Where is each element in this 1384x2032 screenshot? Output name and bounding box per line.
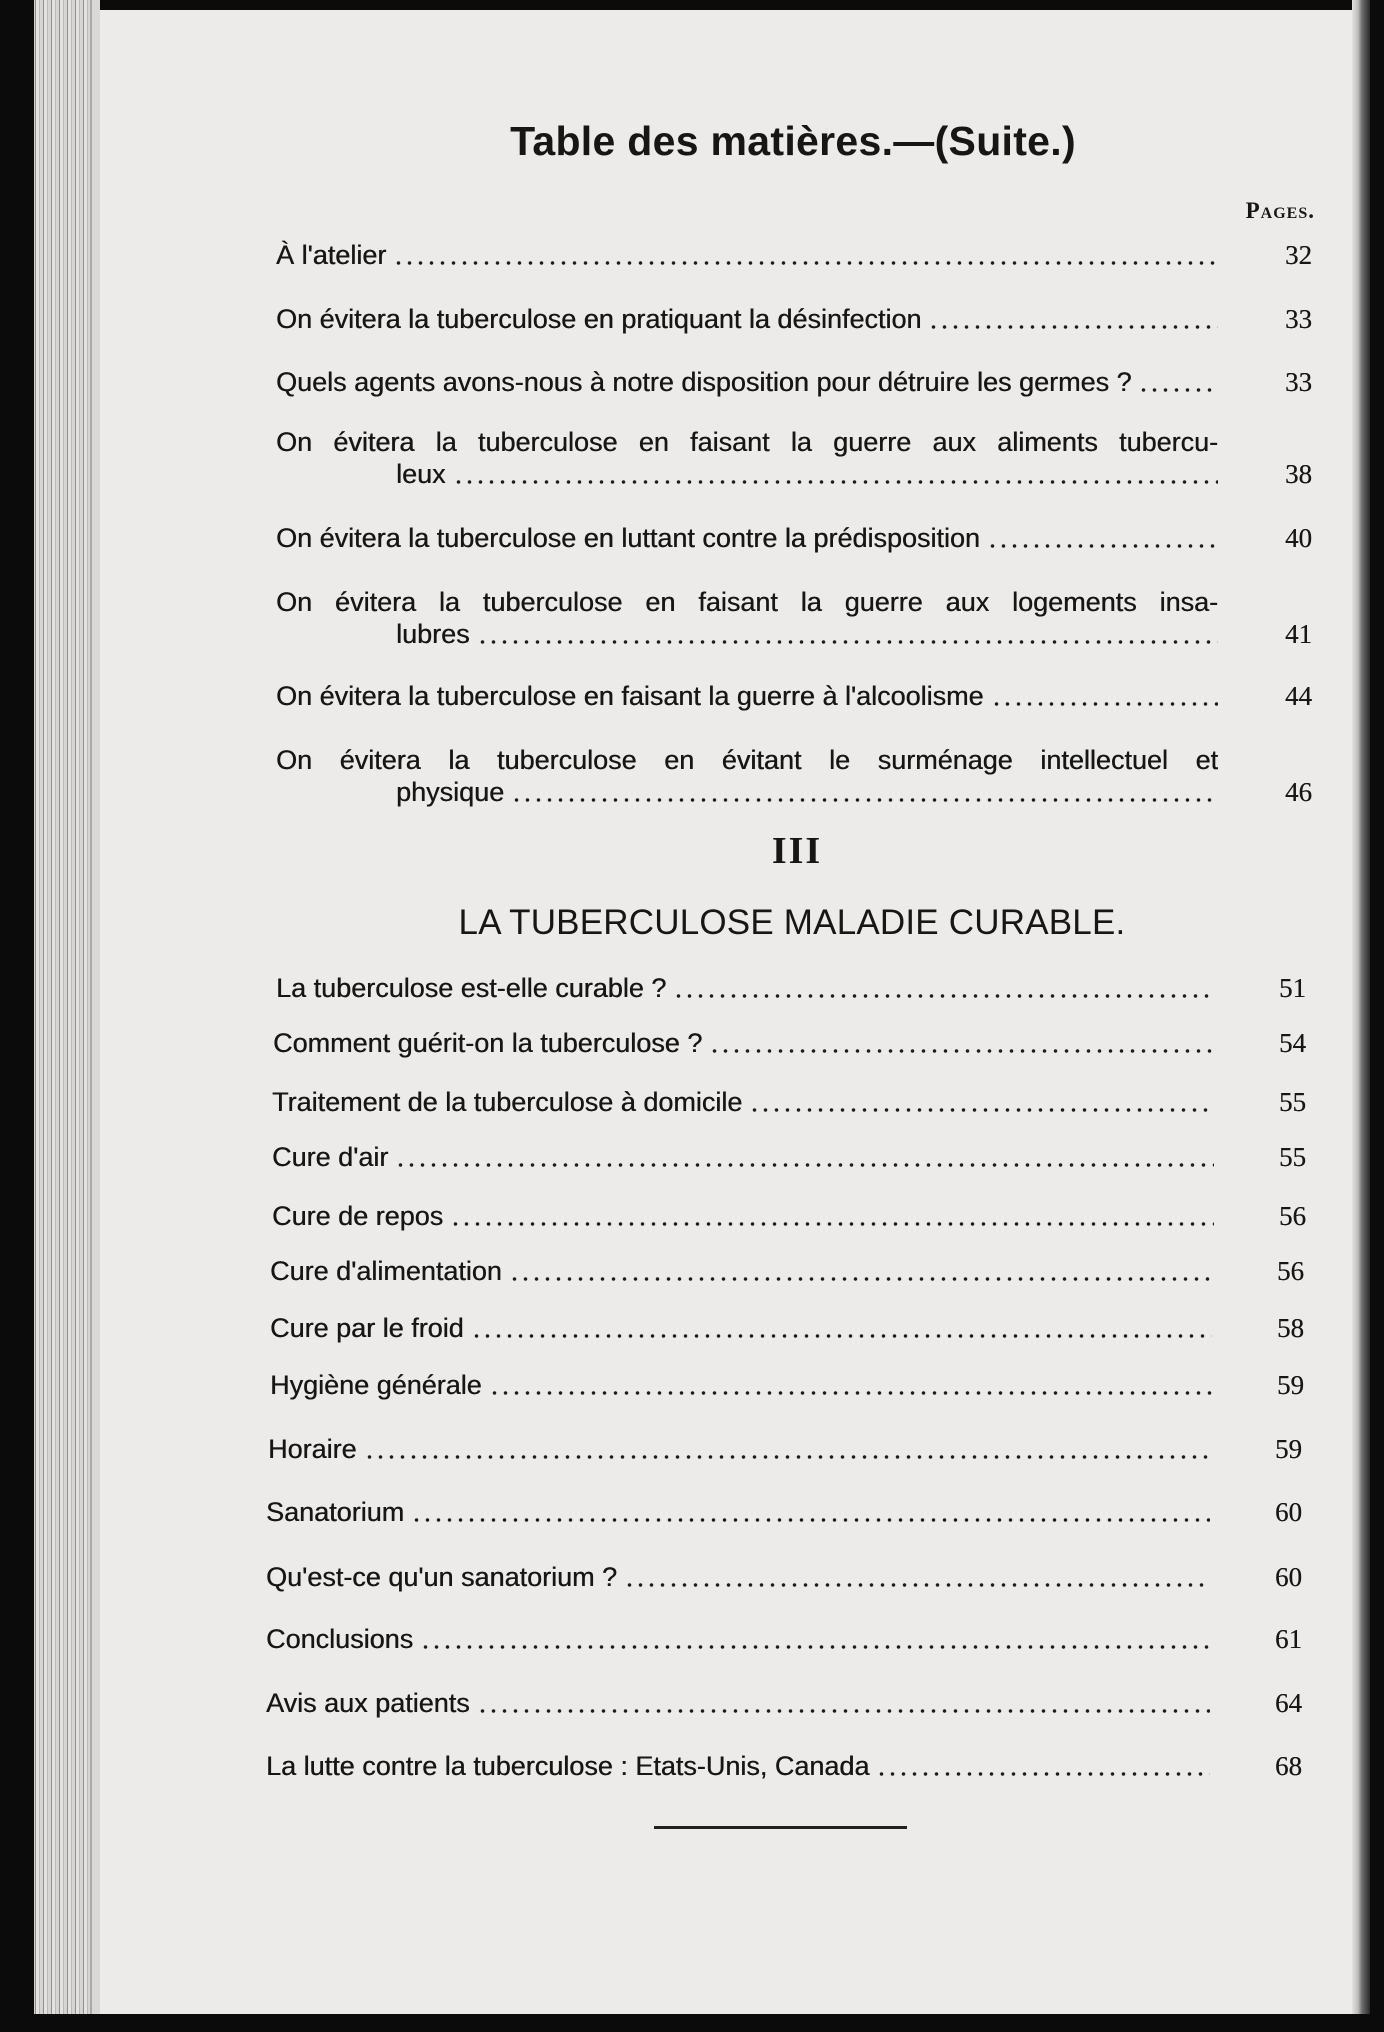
- section-heading: LA TUBERCULOSE MALADIE CURABLE.: [458, 903, 1126, 942]
- entry-title: Cure de repos: [272, 1201, 444, 1231]
- entry-title: Horaire: [268, 1434, 357, 1464]
- toc-entry: [272, 1086, 1306, 1118]
- entry-title: Comment guérit-on la tuberculose ?: [273, 1028, 703, 1058]
- entry-page-number: 56: [1279, 1201, 1306, 1231]
- dot-leader: [987, 522, 1218, 554]
- entry-title: Cure d'alimentation: [270, 1256, 502, 1286]
- book-page-edges: [0, 0, 100, 2032]
- section-numeral: III: [771, 830, 823, 872]
- toc-entry: [272, 1141, 1306, 1173]
- dot-leader: [749, 1086, 1214, 1118]
- entry-title-line-2: physique: [396, 777, 505, 807]
- entry-title-line-1: On évitera la tuberculose en évitant le surménage intellectuel et: [276, 745, 1218, 775]
- entry-page-number: 33: [1285, 367, 1312, 397]
- dot-leader: [411, 1496, 1210, 1528]
- toc-entry: [270, 1312, 1304, 1344]
- toc-entry: [270, 1255, 1304, 1287]
- toc-entry: [276, 427, 1312, 490]
- toc-entry: [276, 239, 1312, 271]
- entry-page-number: 54: [1279, 1028, 1306, 1058]
- entry-title-line-2: leux: [396, 459, 446, 489]
- entry-title: On évitera la tuberculose en pratiquant la désinfection: [276, 304, 922, 334]
- toc-entry: [273, 1027, 1306, 1059]
- dot-leader: [489, 1369, 1212, 1401]
- closing-rule: [654, 1826, 907, 1829]
- page-title: Table des matières.—(Suite.): [510, 118, 1076, 164]
- entry-page-number: 61: [1275, 1624, 1302, 1654]
- dot-leader: [395, 1141, 1214, 1173]
- dot-leader: [709, 1027, 1214, 1059]
- dot-leader: [991, 680, 1218, 712]
- dot-leader: [393, 239, 1218, 271]
- toc-entry: [272, 1200, 1306, 1232]
- entry-second-line: [276, 776, 1312, 808]
- toc-entry: [276, 522, 1312, 554]
- entry-page-number: 32: [1285, 240, 1312, 270]
- dot-leader: [624, 1561, 1210, 1593]
- entry-title: La lutte contre la tuberculose : Etats-Unis, Canada: [266, 1751, 870, 1781]
- toc-entry: [266, 1561, 1302, 1593]
- toc-entry: [276, 303, 1312, 335]
- entry-page-number: 58: [1277, 1313, 1304, 1343]
- dot-leader: [471, 1312, 1212, 1344]
- pages-column-label: Pages.: [1245, 198, 1315, 223]
- page-edge-shadow: [1352, 0, 1370, 2032]
- entry-title: Traitement de la tuberculose à domicile: [272, 1087, 743, 1117]
- entry-page-number: 59: [1277, 1370, 1304, 1400]
- entry-page-number: 55: [1279, 1087, 1306, 1117]
- entry-title: Avis aux patients: [266, 1688, 470, 1718]
- toc-entry: [266, 1687, 1302, 1719]
- entry-title-line-2: lubres: [396, 619, 470, 649]
- entry-page-number: 60: [1275, 1562, 1302, 1592]
- entry-page-number: 40: [1285, 523, 1312, 553]
- dot-leader: [928, 303, 1218, 335]
- entry-page-number: 51: [1279, 973, 1306, 1003]
- dot-leader: [450, 1200, 1214, 1232]
- scan-border-right: [1370, 0, 1384, 2032]
- entry-page-number: 41: [1285, 619, 1312, 649]
- toc-entry: [266, 1623, 1302, 1655]
- dot-leader: [453, 458, 1218, 490]
- dot-leader: [477, 618, 1218, 650]
- dot-leader: [364, 1433, 1210, 1465]
- entry-title: À l'atelier: [276, 240, 387, 270]
- entry-page-number: 55: [1279, 1142, 1306, 1172]
- toc-entry: [276, 587, 1312, 650]
- entry-page-number: 38: [1285, 459, 1312, 489]
- scan-border-top: [0, 0, 1384, 10]
- entry-page-number: 59: [1275, 1434, 1302, 1464]
- entry-title: On évitera la tuberculose en luttant contre la prédisposition: [276, 523, 980, 553]
- entry-title: Hygiène générale: [270, 1370, 482, 1400]
- entry-title: Cure par le froid: [270, 1313, 464, 1343]
- entry-page-number: 56: [1277, 1256, 1304, 1286]
- toc-entry: [276, 680, 1312, 712]
- entry-title: Cure d'air: [272, 1142, 389, 1172]
- entry-title: Qu'est-ce qu'un sanatorium ?: [266, 1562, 617, 1592]
- dot-leader: [1138, 366, 1218, 398]
- entry-title: Conclusions: [266, 1624, 414, 1654]
- toc-entry: [276, 366, 1312, 398]
- dot-leader: [511, 776, 1218, 808]
- entry-page-number: 68: [1275, 1751, 1302, 1781]
- entry-page-number: 46: [1285, 777, 1312, 807]
- entry-title: La tuberculose est-elle curable ?: [276, 973, 667, 1003]
- entry-second-line: [276, 618, 1312, 650]
- entry-page-number: 33: [1285, 304, 1312, 334]
- dot-leader: [673, 972, 1214, 1004]
- toc-entry: [276, 745, 1312, 808]
- entry-second-line: [276, 458, 1312, 490]
- toc-entry: [276, 972, 1306, 1004]
- dot-leader: [420, 1623, 1210, 1655]
- entry-title-line-1: On évitera la tuberculose en faisant la guerre aux aliments tubercu-: [276, 427, 1218, 457]
- toc-entry: [270, 1369, 1304, 1401]
- entry-title: On évitera la tuberculose en faisant la guerre à l'alcoolisme: [276, 681, 984, 711]
- scan-border-bottom: [0, 2014, 1384, 2032]
- toc-entry: [266, 1496, 1302, 1528]
- toc-entry: [266, 1750, 1302, 1782]
- toc-entry: [268, 1433, 1302, 1465]
- entry-title: Quels agents avons-nous à notre disposition pour détruire les germes ?: [276, 367, 1132, 397]
- dot-leader: [509, 1255, 1212, 1287]
- entry-title-line-1: On évitera la tuberculose en faisant la guerre aux logements insa-: [276, 587, 1218, 617]
- entry-page-number: 60: [1275, 1497, 1302, 1527]
- dot-leader: [477, 1687, 1210, 1719]
- entry-title: Sanatorium: [266, 1497, 405, 1527]
- entry-page-number: 64: [1275, 1688, 1302, 1718]
- dot-leader: [876, 1750, 1210, 1782]
- entry-page-number: 44: [1285, 681, 1312, 711]
